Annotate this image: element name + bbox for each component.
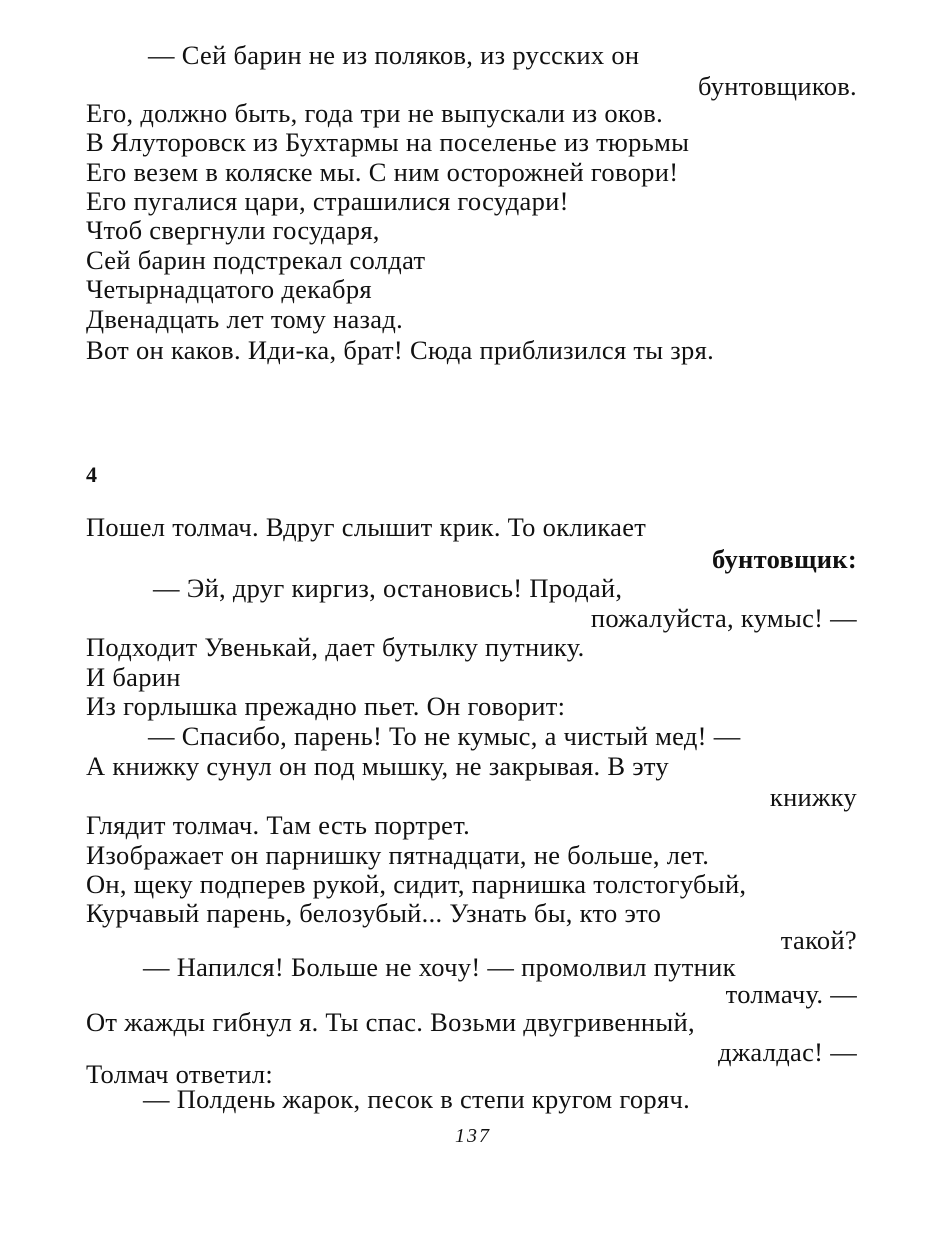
verse-line: Толмач ответил: xyxy=(86,1059,274,1089)
verse-line: Он, щеку подперев рукой, сидит, парнишка толстогубый, xyxy=(86,869,747,899)
verse-line: — Спасибо, парень! То не кумыс, а чистый мед! — xyxy=(148,721,741,751)
verse-line: А книжку сунул он под мышку, не закрывая. В эту xyxy=(86,751,669,781)
verse-line: — Полдень жарок, песок в степи кругом горяч. xyxy=(143,1084,690,1114)
verse-line: Его везем в коляске мы. С ним осторожней говори! xyxy=(86,157,679,187)
verse-line: Пошел толмач. Вдруг слышит крик. То окликает xyxy=(86,512,647,542)
verse-line: Подходит Увенькай, дает бутылку путнику. xyxy=(86,632,585,662)
verse-line: Чтоб свергнули государя, xyxy=(86,215,380,245)
verse-line: От жажды гибнул я. Ты спас. Возьми двугривенный, xyxy=(86,1007,695,1037)
verse-line: книжку xyxy=(769,782,857,812)
verse-line: Двенадцать лет тому назад. xyxy=(86,304,404,334)
verse-line: Сей барин подстрекал солдат xyxy=(86,245,426,275)
verse-line: — Сей барин не из поляков, из русских он xyxy=(148,40,640,70)
verse-line: Четырнадцатого декабря xyxy=(86,274,372,304)
verse-line: Глядит толмач. Там есть портрет. xyxy=(86,810,471,840)
verse-line: Изображает он парнишку пятнадцати, не больше, лет. xyxy=(86,840,710,870)
verse-line: — Напился! Больше не хочу! — промолвил путник xyxy=(143,952,736,982)
verse-line: джалдас! — xyxy=(718,1037,857,1067)
verse-line: бунтовщиков. xyxy=(697,71,857,101)
verse-line: такой? xyxy=(780,925,857,955)
verse-line: пожалуйста, кумыс! — xyxy=(590,603,857,633)
verse-line: бунтовщик: xyxy=(711,544,857,574)
page-number: 137 xyxy=(455,1125,491,1147)
verse-line: Вот он каков. Иди-ка, брат! Сюда приблизился ты зря. xyxy=(86,335,714,365)
verse-line: Курчавый парень, белозубый... Узнать бы, кто это xyxy=(86,898,662,928)
verse-line: Из горлышка прежадно пьет. Он говорит: xyxy=(86,691,566,721)
verse-line: Его, должно быть, года три не выпускали из оков. xyxy=(86,98,664,128)
verse-line: — Эй, друг киргиз, остановись! Продай, xyxy=(153,573,623,603)
section-number: 4 xyxy=(86,462,97,487)
verse-line: И барин xyxy=(86,662,181,692)
verse-line: В Ялуторовск из Бухтармы на поселенье из тюрьмы xyxy=(86,127,690,157)
verse-line: толмачу. — xyxy=(725,979,857,1009)
verse-line: Его пугалися цари, страшилися государи! xyxy=(86,186,569,216)
